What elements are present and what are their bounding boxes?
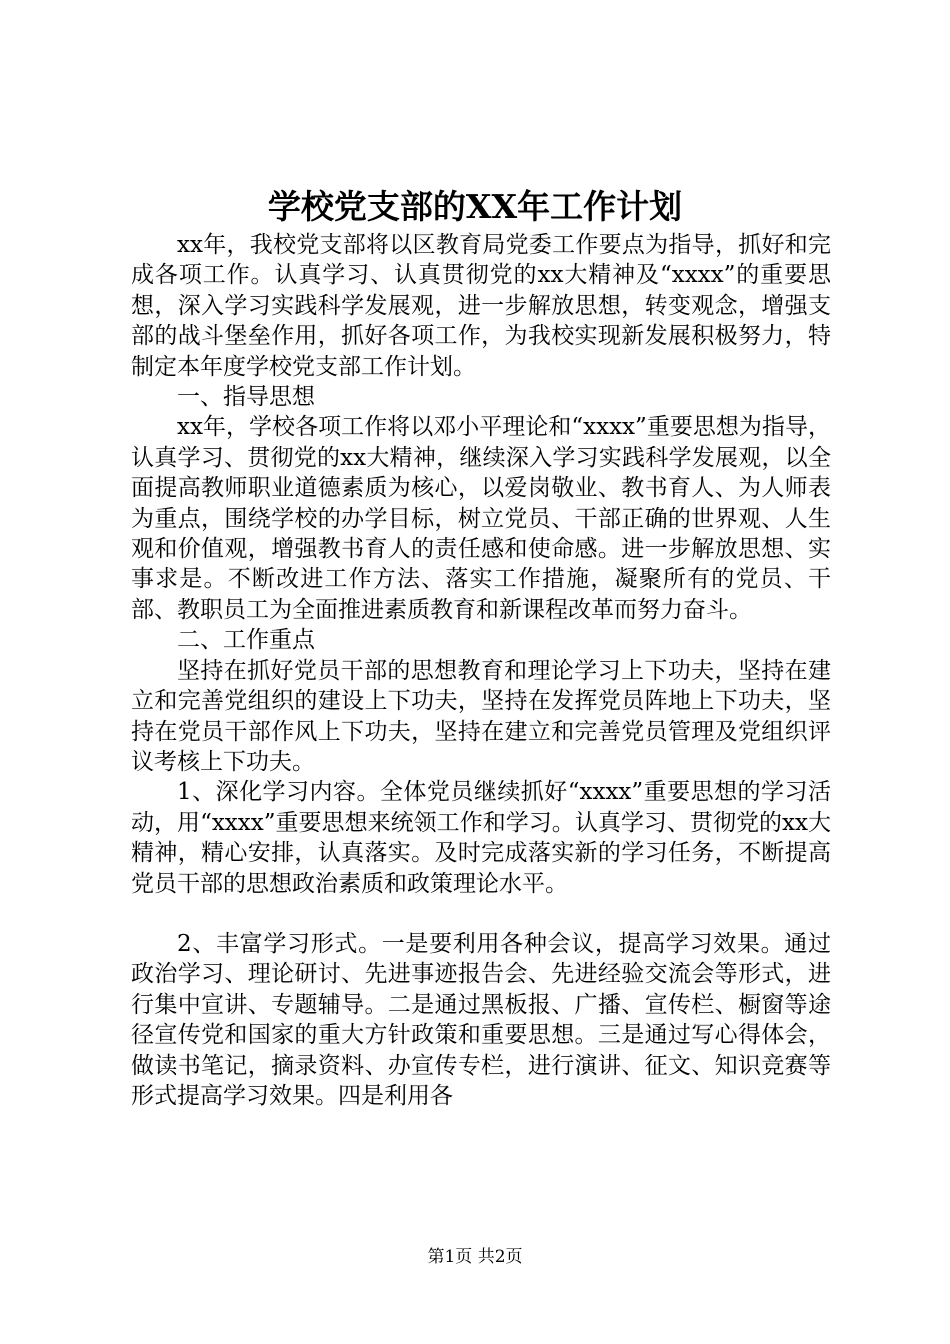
document-body (131, 230, 831, 1111)
section-heading-guiding-ideology: 一、指导思想 (177, 384, 315, 411)
guiding-ideology-paragraph: xx年，学校各项工作将以邓小平理论和“xxxx”重要思想为指导，认真学习、贯彻党的xx大精神，继续深入学习实践科学发展观，以全面提高教师职业道德素质为核心，以爱岗敬业、教书育人、为人师表为重点，围绕学校的办学目标，树立党员、干部正确的世界观、人生观和价值观，增强教书育人的责任感和使命感。进一步解放思想、实事求是。不断改进工作方法、落实工作措施，凝聚所有的党员、干部、教职员工为全面推进素质教育和新课程改革而努力奋斗。 (131, 414, 831, 623)
page-footer: 第1页 共2页 (427, 1247, 523, 1267)
section-heading-work-focus: 二、工作重点 (177, 627, 315, 654)
item-1-paragraph: 1、深化学习内容。全体党员继续抓好“xxxx”重要思想的学习活动，用“xxxx”重要思想来统领工作和学习。认真学习、贯彻党的xx大精神，精心安排，认真落实。及时完成落实新的学习任务，不断提高党员干部的思想政治素质和政策理论水平。 (131, 779, 831, 897)
work-focus-paragraph: 坚持在抓好党员干部的思想教育和理论学习上下功夫，坚持在建立和完善党组织的建设上下功夫，坚持在发挥党员阵地上下功夫，坚持在党员干部作风上下功夫，坚持在建立和完善党员管理及党组织评议考核上下功夫。 (131, 657, 831, 775)
document-title: 学校党支部的XX年工作计划 (267, 187, 683, 226)
intro-paragraph: xx年，我校党支部将以区教育局党委工作要点为指导，抓好和完成各项工作。认真学习、认真贯彻党的xx大精神及“xxxx”的重要思想，深入学习实践科学发展观，进一步解放思想，转变观念，增强支部的战斗堡垒作用，抓好各项工作，为我校实现新发展积极努力，特制定本年度学校党支部工作计划。 (131, 232, 831, 380)
item-2-paragraph: 2、丰富学习形式。一是要利用各种会议，提高学习效果。通过政治学习、理论研讨、先进事迹报告会、先进经验交流会等形式，进行集中宣讲、专题辅导。二是通过黑板报、广播、宣传栏、橱窗等途径宣传党和国家的重大方针政策和重要思想。三是通过写心得体会，做读书笔记，摘录资料、办宣传专栏，进行演讲、征文、知识竞赛等形式提高学习效果。四是利用各 (131, 930, 831, 1109)
